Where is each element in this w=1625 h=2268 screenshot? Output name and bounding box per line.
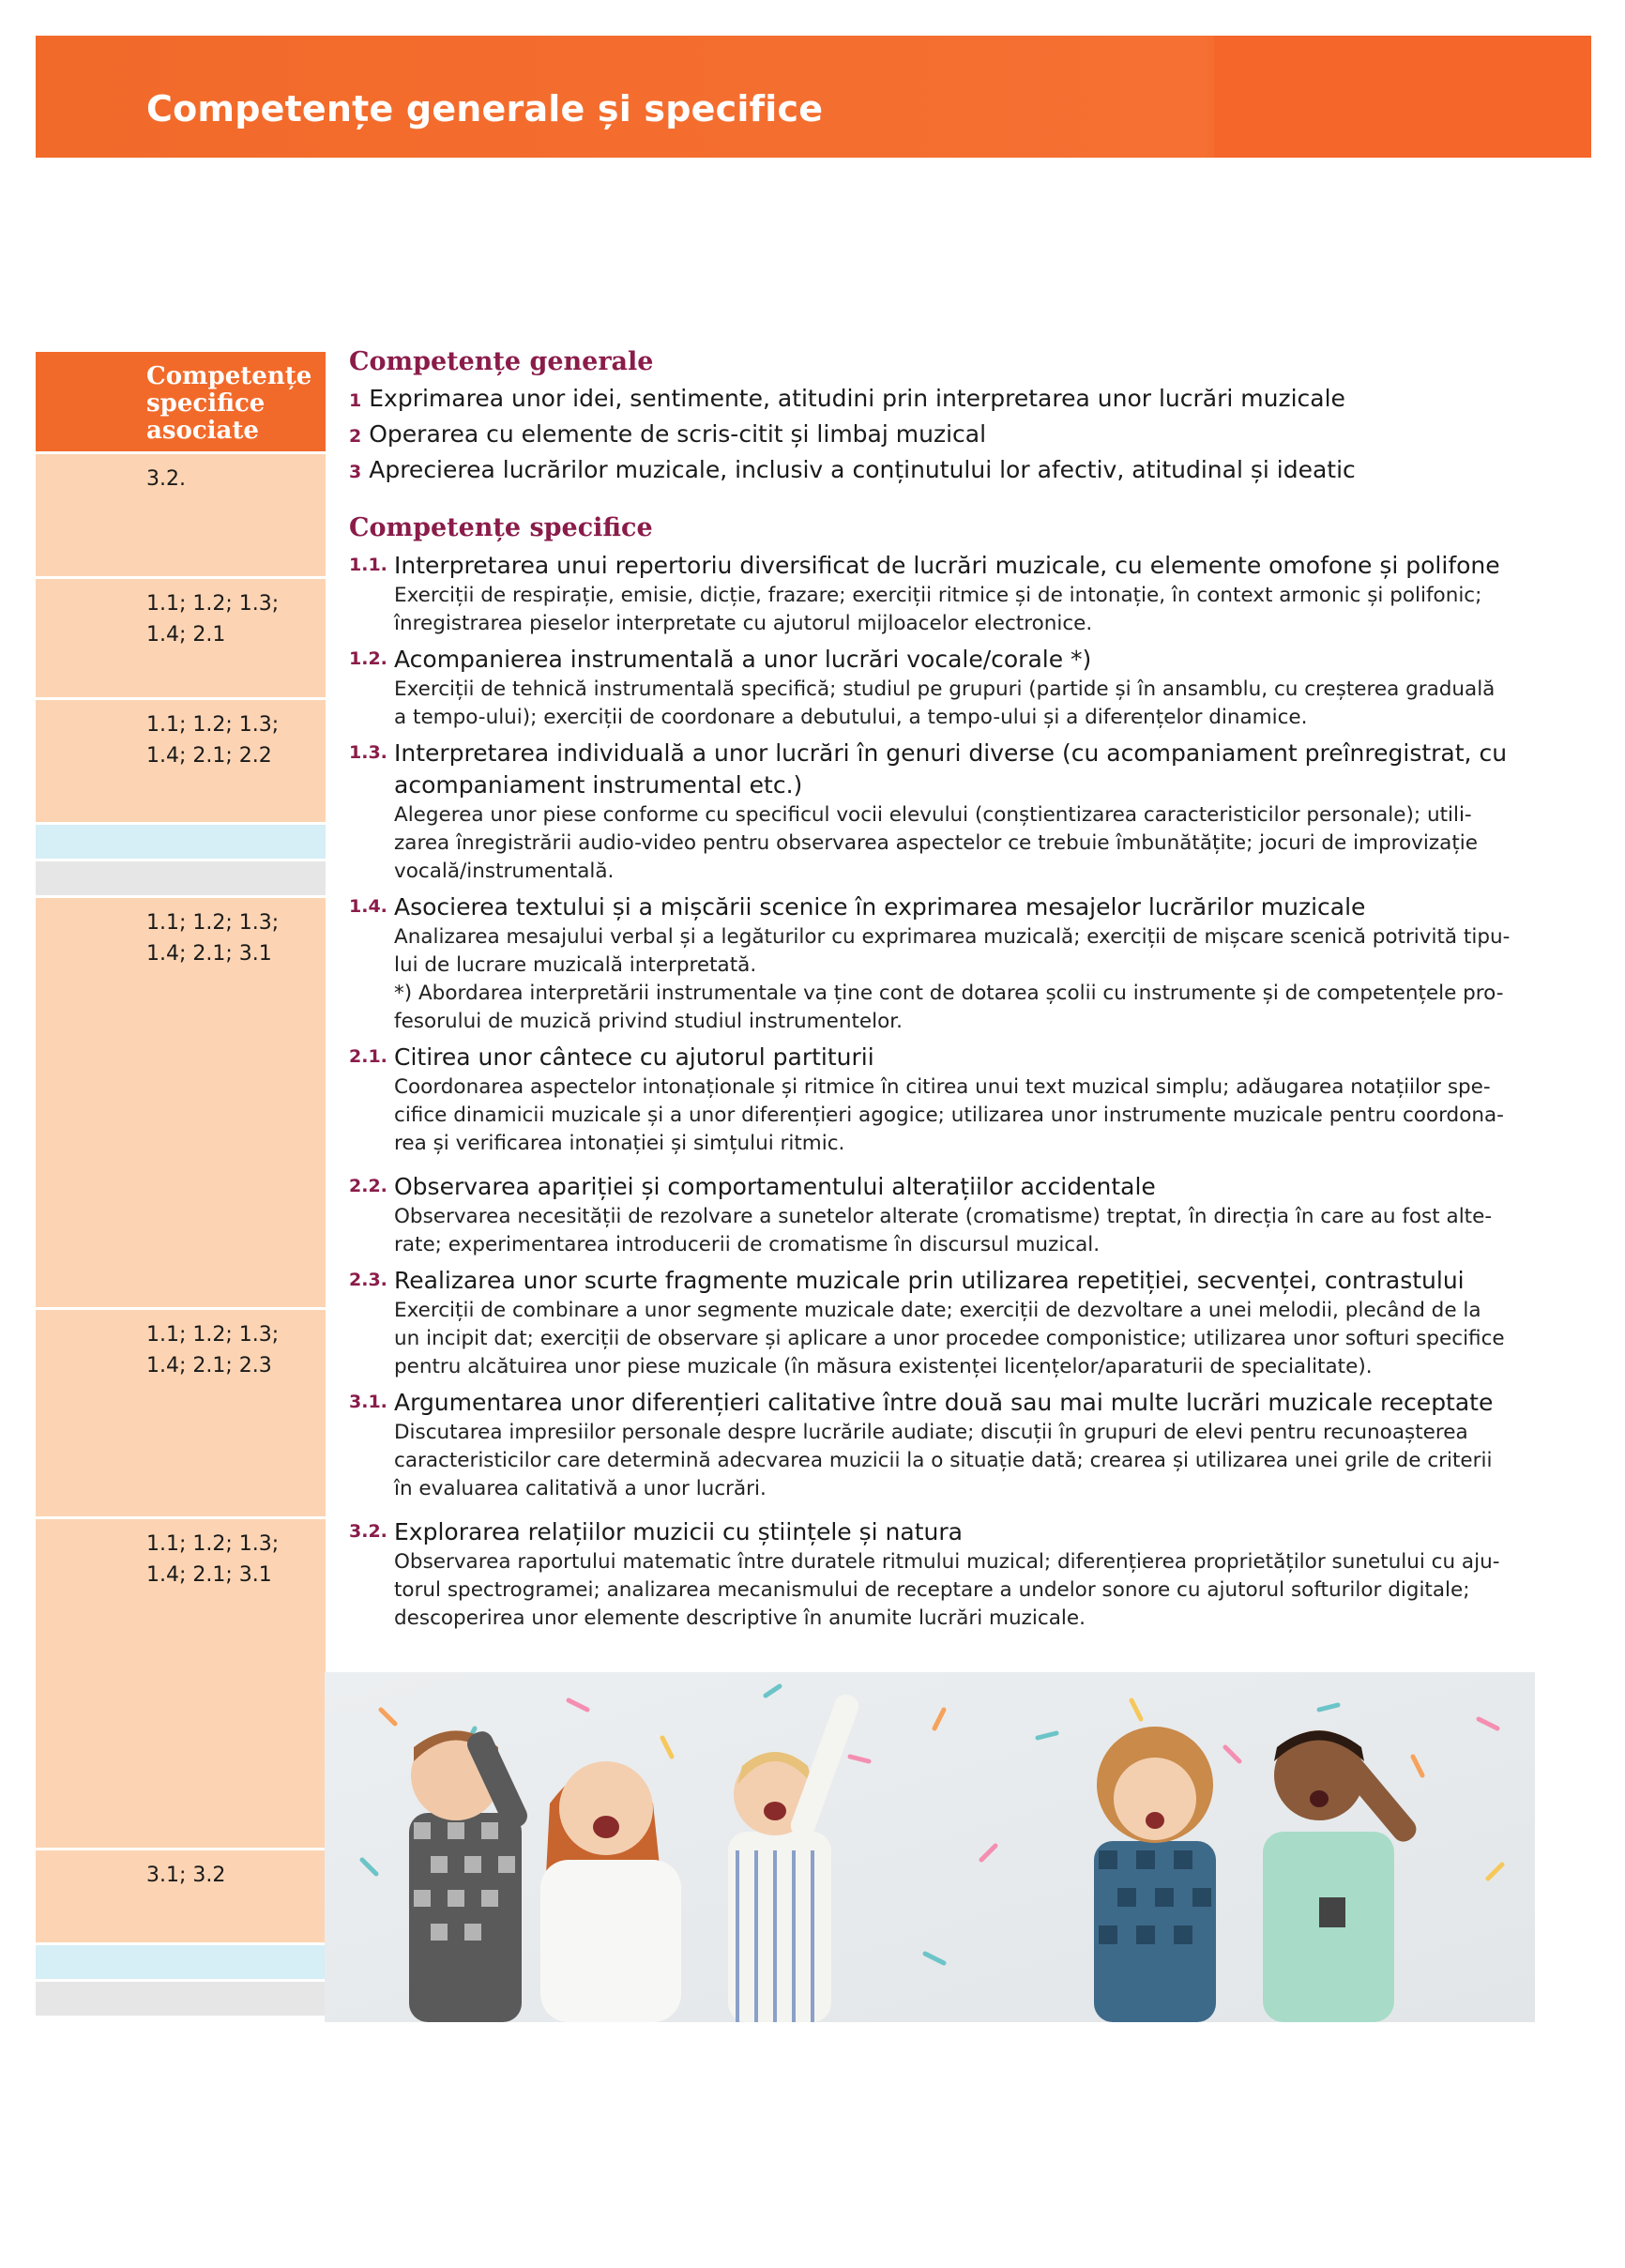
- assoc-row: [36, 1307, 326, 1516]
- general-item: [349, 453, 1536, 489]
- assoc-value: 1.1; 1.2; 1.3; 1.4; 2.1; 2.2: [146, 713, 280, 768]
- separator-grey: [36, 1979, 326, 2016]
- specific-item: [349, 644, 1536, 732]
- specific-item-description-line: rate; experimentarea introducerii de cromatisme în discursul muzical.: [394, 1233, 1101, 1256]
- specific-title: Competențe specifice: [349, 513, 653, 542]
- specific-item-number: 2.3.: [349, 1270, 387, 1290]
- associated-competences-column: [36, 352, 326, 2016]
- specific-item-title: Realizarea unor scurte fragmente muzicale prin utilizarea repetiției, secvenței, contrastului: [394, 1267, 1465, 1294]
- specific-item: [349, 738, 1536, 886]
- specific-item-number: 1.2.: [349, 648, 387, 669]
- specific-item-title: Argumentarea unor diferențieri calitative între două sau mai multe lucrări muzicale receptate: [394, 1389, 1494, 1416]
- assoc-row: [36, 697, 326, 822]
- specific-item-title: Explorarea relațiilor muzicii cu științele și natura: [394, 1518, 963, 1545]
- assoc-row: [36, 1848, 326, 1942]
- page-title: Competențe generale și specifice: [146, 88, 824, 129]
- specific-item: [349, 1042, 1536, 1158]
- specific-item-number: 1.3.: [349, 742, 387, 763]
- item-number: 2: [349, 426, 362, 447]
- specific-item: [349, 550, 1536, 638]
- assoc-value: 1.1; 1.2; 1.3; 1.4; 2.1; 3.1: [146, 1532, 280, 1587]
- assoc-row: [36, 451, 326, 576]
- specific-item-description-line: lui de lucrare muzicală interpretată.: [394, 953, 757, 977]
- specific-item-description-line: fesorului de muzică privind studiul instrumentelor.: [394, 1010, 903, 1033]
- assoc-row: [36, 1516, 326, 1848]
- specific-item-description-line: Observarea necesității de rezolvare a sunetelor alterate (cromatisme) treptat, în direcția în care au fost alte-: [394, 1205, 1493, 1228]
- specific-item-title: Acompanierea instrumentală a unor lucrări vocale/corale *): [394, 646, 1092, 673]
- column-header-label: Competențe specifice asociate: [146, 362, 312, 445]
- general-list: [349, 382, 1536, 489]
- general-item: [349, 418, 1536, 453]
- header-accent: [1214, 36, 1591, 158]
- specific-item-title: Citirea unor cântece cu ajutorul partiturii: [394, 1043, 874, 1071]
- specific-item-description-line: Exerciții de tehnică instrumentală specifică; studiul pe grupuri (partide și în ansamblu, cu creșterea graduală: [394, 677, 1496, 701]
- assoc-value: 3.1; 3.2: [146, 1864, 226, 1887]
- specific-item-number: 3.2.: [349, 1521, 387, 1542]
- specific-item-description-line: un incipit dat; exerciții de observare și aplicare a unor procedee componistice; utilizarea unor softuri specifice: [394, 1327, 1505, 1350]
- specific-item: [349, 891, 1536, 1036]
- specific-item-description-line: pentru alcătuirea unor piese muzicale (în măsura existenței licențelor/aparaturii de specialitate).: [394, 1355, 1373, 1378]
- item-text: Aprecierea lucrărilor muzicale, inclusiv a conținutului lor afectiv, atitudinal și ideatic: [369, 456, 1356, 483]
- item-text: Exprimarea unor idei, sentimente, atitudini prin interpretarea unor lucrări muzicale: [369, 385, 1345, 412]
- specific-item-description-line: Observarea raportului matematic între duratele ritmului muzical; diferențierea proprietăților sunetului cu aju-: [394, 1550, 1500, 1574]
- specific-item-description-line: vocală/instrumentală.: [394, 860, 615, 883]
- specific-item: [349, 1387, 1536, 1503]
- specific-item-description-line: Analizarea mesajului verbal și a legăturilor cu exprimarea muzicală; exerciții de mișcare scenică potrivită tipu-: [394, 925, 1511, 949]
- specific-item-description-line: Exerciții de combinare a unor segmente muzicale date; exerciții de dezvoltare a unei melodii, plecând de la: [394, 1299, 1481, 1322]
- specific-item-description-line: Coordonarea aspectelor intonaționale și ritmice în citirea unui text muzical simplu; adăugarea notațiilor spe-: [394, 1075, 1491, 1099]
- item-number: 1: [349, 390, 362, 411]
- specific-item-description-line: descoperirea unor elemente descriptive în anumite lucrări muzicale.: [394, 1606, 1086, 1630]
- specific-item-number: 2.2.: [349, 1176, 387, 1196]
- assoc-value: 1.1; 1.2; 1.3; 1.4; 2.1; 2.3: [146, 1323, 280, 1378]
- separator-grey: [36, 859, 326, 895]
- specific-item-description-line: a tempo-ului); exerciții de coordonare a debutului, a tempo-ului și a diferențelor dinamice.: [394, 706, 1308, 729]
- specific-item-number: 3.1.: [349, 1392, 387, 1412]
- item-text: Operarea cu elemente de scris-citit și limbaj muzical: [369, 420, 987, 448]
- general-title: Competențe generale: [349, 347, 654, 376]
- competences-content: [349, 347, 1536, 1638]
- specific-item-title: Interpretarea unui repertoriu diversificat de lucrări muzicale, cu elemente omofone și polifone: [394, 552, 1500, 579]
- specific-item: [349, 1516, 1536, 1633]
- children-singing-photo: [325, 1672, 1535, 2022]
- assoc-row: [36, 576, 326, 697]
- specific-item-title: Interpretarea individuală a unor lucrări în genuri diverse (cu acompaniament preînregistrat, cu acompaniament instrumental etc.): [394, 739, 1508, 799]
- separator-blue: [36, 1942, 326, 1979]
- header-banner: [36, 36, 1591, 158]
- specific-item-number: 1.1.: [349, 555, 387, 575]
- assoc-value: 3.2.: [146, 467, 186, 491]
- assoc-value: 1.1; 1.2; 1.3; 1.4; 2.1; 3.1: [146, 911, 280, 966]
- item-number: 3: [349, 462, 362, 482]
- specific-item-title: Observarea apariției și comportamentului alterațiilor accidentale: [394, 1173, 1156, 1200]
- specific-item: [349, 1171, 1536, 1259]
- specific-item-description-line: zarea înregistrării audio-video pentru observarea aspectelor ce trebuie îmbunătățite; jocuri de improvizație: [394, 831, 1478, 855]
- specific-item-title: Asocierea textului și a mișcării scenice în exprimarea mesajelor lucrărilor muzicale: [394, 893, 1366, 921]
- column-header: [36, 352, 326, 451]
- specific-item-description-line: înregistrarea pieselor interpretate cu ajutorul mijloacelor electronice.: [394, 612, 1093, 635]
- specific-item-description-line: cifice dinamicii muzicale și a unor diferențieri agogice; utilizarea unor instrumente muzicale pentru coordona-: [394, 1104, 1504, 1127]
- specific-item-description-line: caracteristicilor care determină adecvarea muzicii la o situație dată; crearea și utilizarea unei grile de criterii: [394, 1449, 1493, 1472]
- specific-item-description-line: rea și verificarea intonației și simțului ritmic.: [394, 1132, 845, 1155]
- specific-item-description-line: Exerciții de respirație, emisie, dicție, frazare; exerciții ritmice și de intonație, în context armonic și polifonic;: [394, 584, 1482, 607]
- specific-item: [349, 1265, 1536, 1381]
- specific-item-number: 2.1.: [349, 1046, 387, 1067]
- specific-item-description-line: *) Abordarea interpretării instrumentale va ține cont de dotarea școlii cu instrumente și de competențele pro-: [394, 982, 1504, 1005]
- specific-list: [349, 550, 1536, 1633]
- specific-item-description-line: torul spectrogramei; analizarea mecanismului de receptare a undelor sonore cu ajutorul softurilor digitale;: [394, 1578, 1470, 1602]
- specific-item-number: 1.4.: [349, 896, 387, 917]
- assoc-value: 1.1; 1.2; 1.3; 1.4; 2.1: [146, 592, 280, 647]
- specific-item-description-line: Alegerea unor piese conforme cu specificul vocii elevului (conștientizarea caracteristicilor personale); utili-: [394, 803, 1472, 827]
- specific-item-description-line: Discutarea impresiilor personale despre lucrările audiate; discuții în grupuri de elevi pentru recunoașterea: [394, 1421, 1468, 1444]
- assoc-row: [36, 895, 326, 1307]
- separator-blue: [36, 822, 326, 859]
- general-item: [349, 382, 1536, 418]
- specific-item-description-line: în evaluarea calitativă a unor lucrări.: [394, 1477, 767, 1500]
